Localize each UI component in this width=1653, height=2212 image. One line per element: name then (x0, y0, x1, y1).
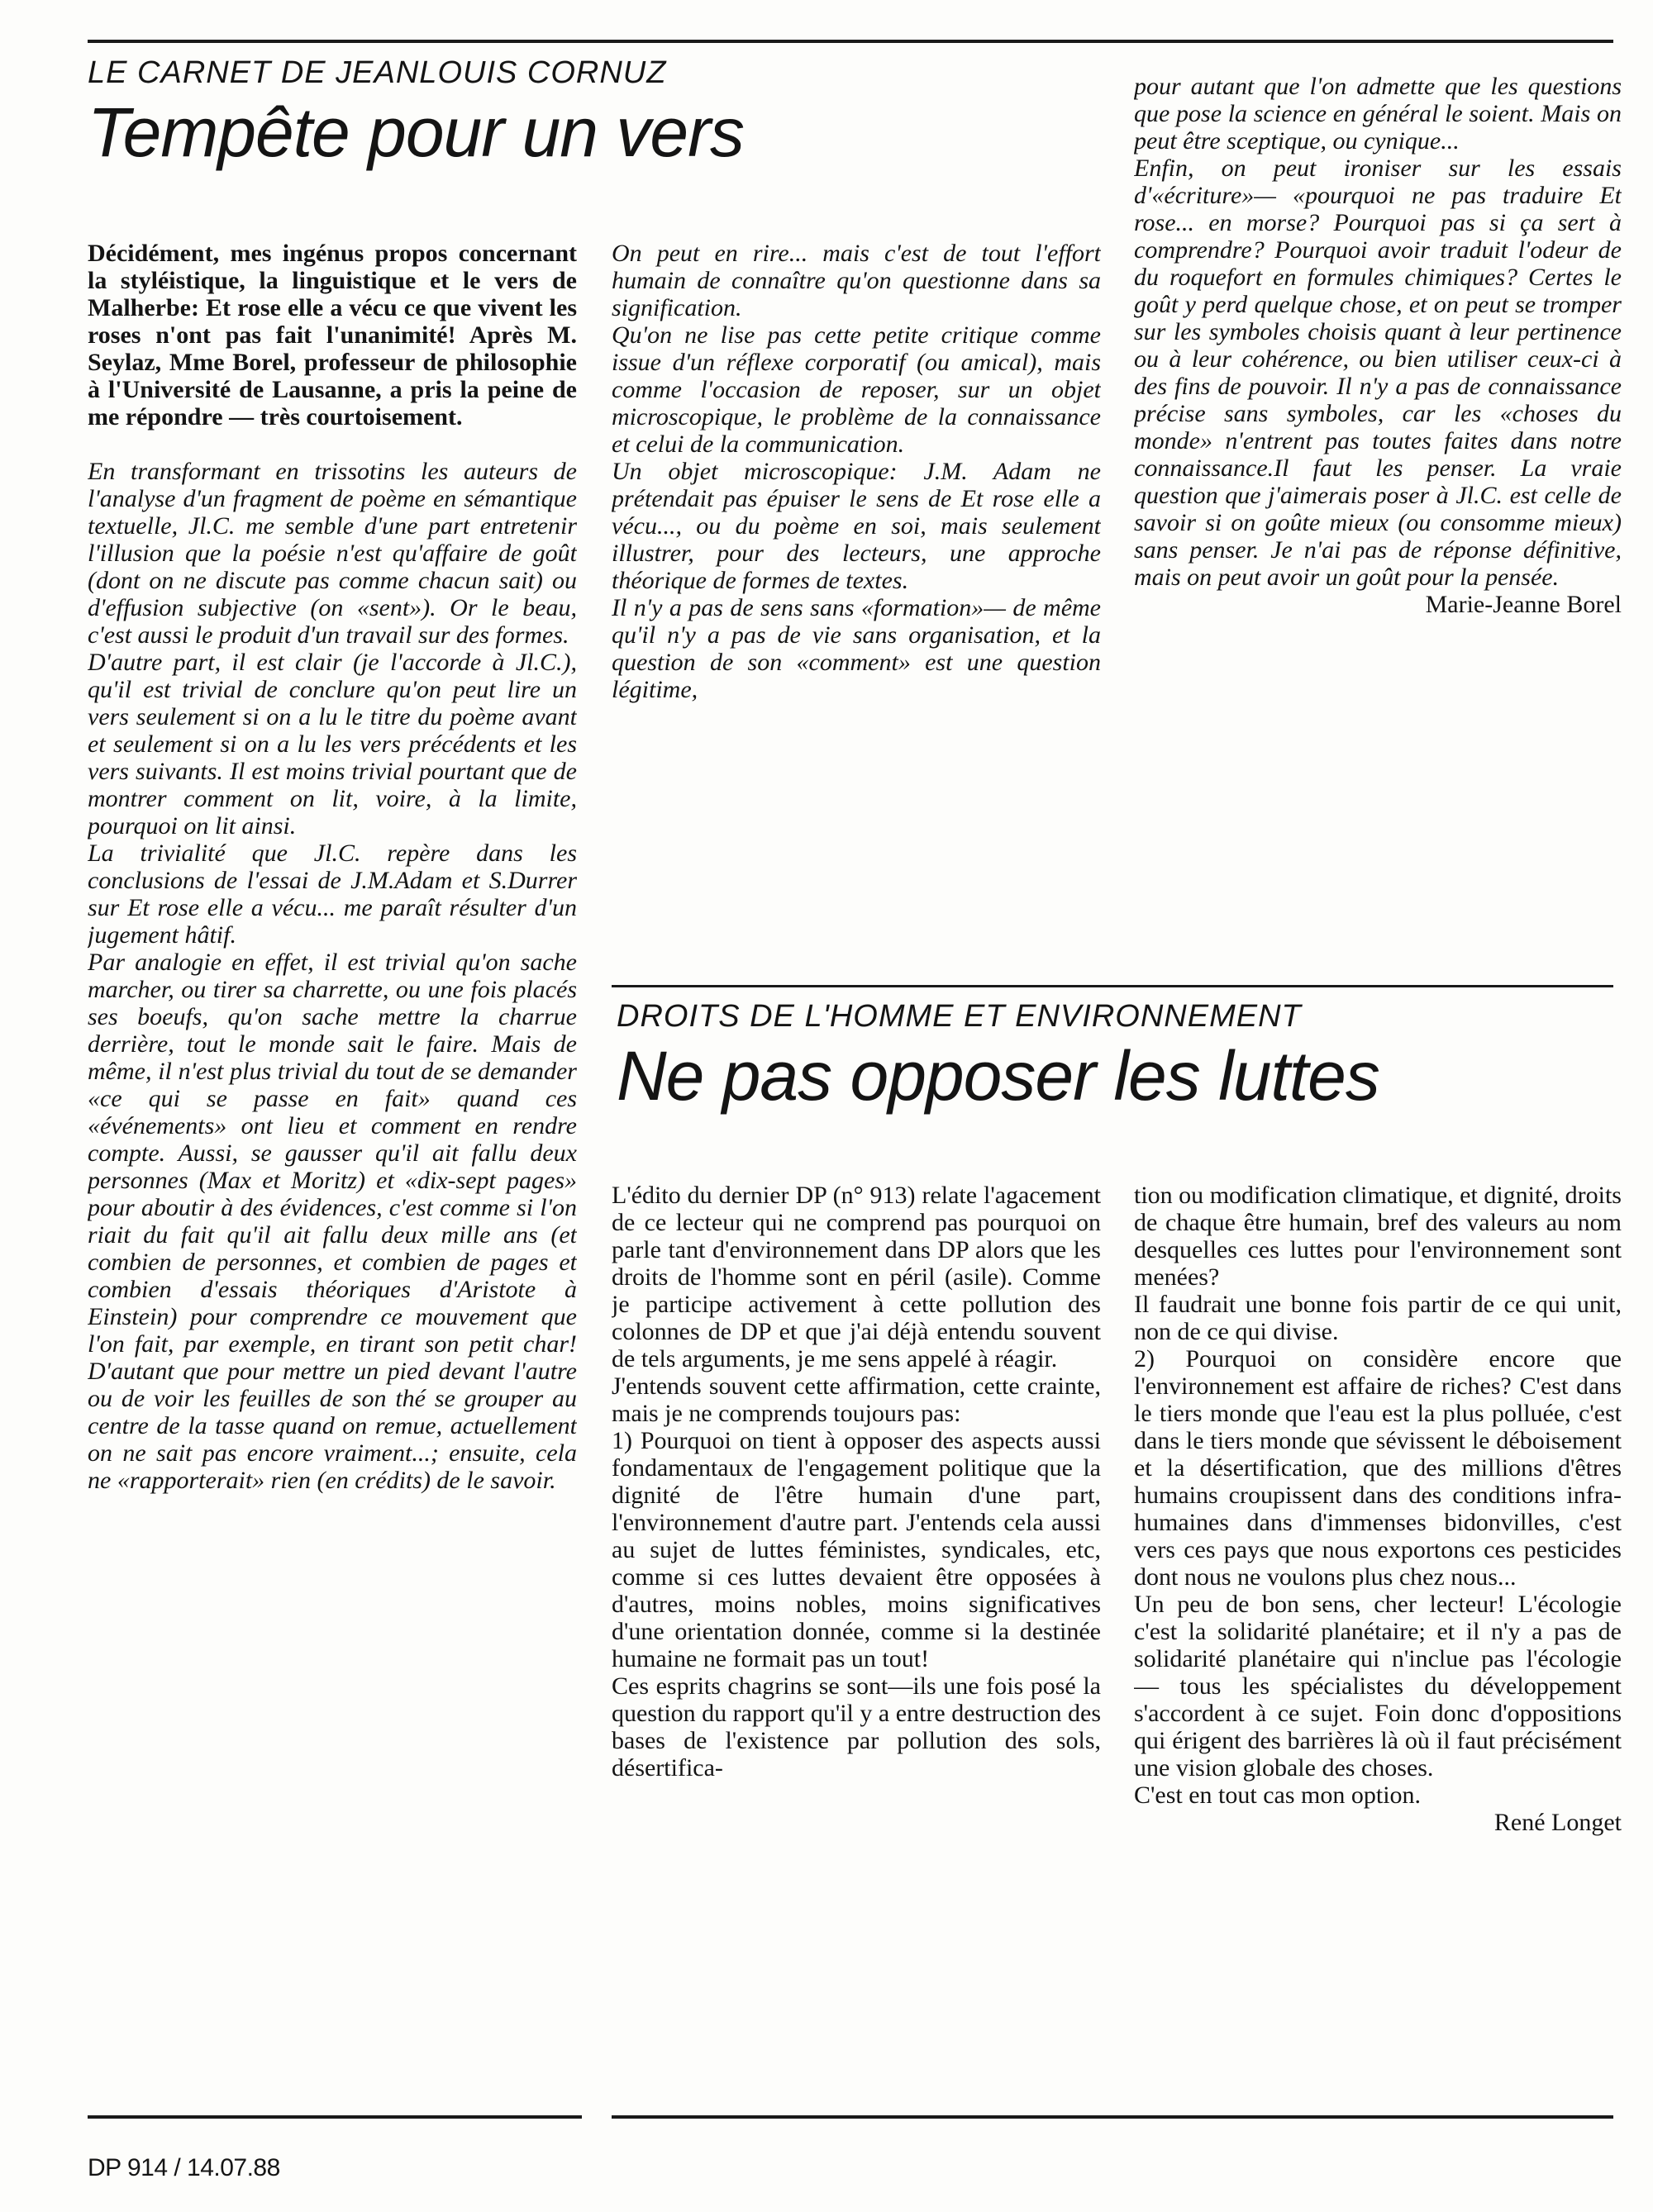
article1-lead: Décidément, mes ingénus propos concernant la styléistique, la linguistique et le vers de Malherbe: Et rose elle a vécu ce que vivent les roses n'ont pas fait l'unanimité! Après M. Seylaz, Mme Borel, professeur de philosophie à l'Université de Lausanne, a pris la peine de me répondre — très courtoisement. (88, 240, 577, 431)
article2-column-2 (1134, 1182, 1622, 2107)
page-footer: DP 914 / 14.07.88 (88, 2154, 280, 2181)
article1-column-1 (88, 240, 577, 2107)
article1-signature: Marie-Jeanne Borel (1425, 591, 1622, 618)
article1-paragraph: En transformant en trissotins les auteurs de l'analyse d'un fragment de poème en sémantique textuelle, Jl.C. me semble d'une part entretenir l'illusion que la poésie n'est qu'affaire de goût (dont on ne discute pas comme chacun sait) ou d'effusion subjective (on «sent»). Or le beau, c'est aussi le produit d'un travail sur des formes. (88, 458, 577, 649)
article1-paragraph: D'autre part, il est clair (je l'accorde à Jl.C.), qu'il est trivial de conclure qu'on peut lire un vers seulement si on a lu le titre du poème avant et seulement si on a lu les vers précédents et les vers suivants. Il est moins trivial pourtant que de montrer comment on lit, voire, à la limite, pourquoi on lit ainsi. (88, 649, 577, 840)
article2-paragraph: Ces esprits chagrins se sont—ils une fois posé la question du rapport qu'il y a entre destruction des bases de l'existence par pollution des sols, désertifica- (612, 1672, 1101, 1781)
article1-paragraph: Par analogie en effet, il est trivial qu'on sache marcher, ou tirer sa charrette, ou une fois placés ses boeufs, qu'on sache mettre la charrue derrière, tout le monde sait le faire. Mais de même, il n'est plus trivial du tout de se demander «ce qui se passe en fait» quand ces «événements» ont lieu et comment en rendre compte. Aussi, se gausser qu'il ait fallu deux personnes (Max et Moritz) et «dix-sept pages» pour aboutir à des évidences, c'est comme si l'on riait du fait qu'il ait fallu deux mille ans (et combien de personnes, et combien de pages et combien d'essais théoriques d'Aristote à Einstein) pour comprendre ce mouvement que l'on fait, par exemple, en tirant son petit char! D'autant que pour mettre un pied devant l'autre ou de voir les feuilles de son thé se grouper au centre de la tasse quand on remue, actuellement on ne sait pas encore vraiment...; ensuite, cela ne «rapporterait» rien (en crédits) de le savoir. (88, 949, 577, 1494)
bottom-rule-left (88, 2115, 582, 2119)
article2-paragraph: 2) Pourquoi on considère encore que l'environnement est affaire de riches? C'est dans le tiers monde que l'eau est la plus polluée, c'est dans le tiers monde que sévissent le déboisement et la désertification, que des millions d'êtres humains croupissent dans des conditions infra-humaines dans d'immenses bidonvilles, c'est vers ces pays que nous exportons ces pesticides dont nous ne voulons plus chez nous... (1134, 1345, 1622, 1591)
section-rule (612, 985, 1613, 987)
article1-paragraph: pour autant que l'on admette que les questions que pose la science en général le soient. Mais on peut être sceptique, ou cynique... (1134, 73, 1622, 155)
article2-paragraph: Il faudrait une bonne fois partir de ce qui unit, non de ce qui divise. (1134, 1291, 1622, 1345)
article2-kicker: DROITS DE L'HOMME ET ENVIRONNEMENT (617, 999, 1302, 1034)
article1-headline: Tempête pour un vers (88, 93, 745, 171)
article2-paragraph: tion ou modification climatique, et dignité, droits de chaque être humain, bref des valeurs au nom desquelles ces luttes pour l'environnement sont menées? (1134, 1182, 1622, 1291)
article1-paragraph: Un objet microscopique: J.M. Adam ne prétendait pas épuiser le sens de Et rose elle a vécu..., ou du poème en soi, mais seulement illustrer, pour des lecteurs, une approche théorique de formes de textes. (612, 458, 1101, 594)
article2-headline: Ne pas opposer les luttes (617, 1037, 1379, 1115)
article2-column-1 (612, 1182, 1101, 2107)
article2-paragraph: J'entends souvent cette affirmation, cette crainte, mais je ne comprends toujours pas: (612, 1372, 1101, 1427)
article1-paragraph: La trivialité que Jl.C. repère dans les conclusions de l'essai de J.M.Adam et S.Durrer sur Et rose elle a vécu... me paraît résulter d'un jugement hâtif. (88, 840, 577, 949)
article2-paragraph: Un peu de bon sens, cher lecteur! L'écologie c'est la solidarité planétaire; et il n'y a pas de solidarité planétaire qui n'inclue pas l'écologie — tous les spécialistes du développement s'accordent à ce sujet. Foin donc d'oppositions qui érigent des barrières là où il faut précisément une vision globale des choses. (1134, 1591, 1622, 1781)
bottom-rule-right (612, 2115, 1613, 2119)
article1-paragraph: Enfin, on peut ironiser sur les essais d'«écriture»— «pourquoi ne pas traduire Et rose... en morse? Pourquoi pas si ça sert à comprendre? Pourquoi avoir traduit l'odeur de du roquefort en formules chimiques? Certes le goût y perd quelque chose, et on peut se tromper sur les symboles choisis quant à leur pertinence ou à leur cohérence, ou bien utiliser ceux-ci à des fins de pouvoir. Il n'y a pas de connaissance précise sans symboles, car les «choses du monde» n'entrent pas toutes faites dans notre connaissance.Il faut les penser. La vraie question que j'aimerais poser à Jl.C. est celle de savoir si on goûte mieux (ou consomme mieux) sans penser. Je n'ai pas de réponse définitive, mais on peut avoir un goût pour la pensée. (1134, 155, 1622, 591)
article2-paragraph: C'est en tout cas mon option. (1134, 1781, 1422, 1809)
article1-paragraph: Il n'y a pas de sens sans «formation»— de même qu'il n'y a pas de vie sans organisation, et la question de son «comment» est une question légitime, (612, 594, 1101, 703)
article1-paragraph: Qu'on ne lise pas cette petite critique comme issue d'un réflexe corporatif (ou amical), mais comme l'occasion de reposer, sur un objet microscopique, le problème de la connaissance et celui de la communication. (612, 321, 1101, 458)
article1-column-2 (612, 240, 1101, 901)
article2-paragraph: L'édito du dernier DP (n° 913) relate l'agacement de ce lecteur qui ne comprend pas pourquoi on parle tant d'environnement dans DP alors que les droits de l'homme sont en péril (asile). Comme je participe activement à cette pollution des colonnes de DP et que j'ai déjà entendu souvent de tels arguments, je me sens appelé à réagir. (612, 1182, 1101, 1372)
article1-column-3 (1134, 73, 1622, 907)
article1-kicker: LE CARNET DE JEANLOUIS CORNUZ (88, 55, 667, 90)
top-rule (88, 40, 1613, 43)
article1-paragraph: On peut en rire... mais c'est de tout l'effort humain de connaître qu'on questionne dans sa signification. (612, 240, 1101, 321)
article2-signature: René Longet (1493, 1809, 1622, 1836)
article2-paragraph: 1) Pourquoi on tient à opposer des aspects aussi fondamentaux de l'engagement politique que la dignité de l'être humain d'une part, l'environnement d'autre part. J'entends cela aussi au sujet de luttes féministes, syndicales, etc, comme si ces luttes devaient être opposées à d'autres, moins nobles, moins significatives d'une orientation donnée, comme si la destinée humaine ne formait pas un tout! (612, 1427, 1101, 1672)
